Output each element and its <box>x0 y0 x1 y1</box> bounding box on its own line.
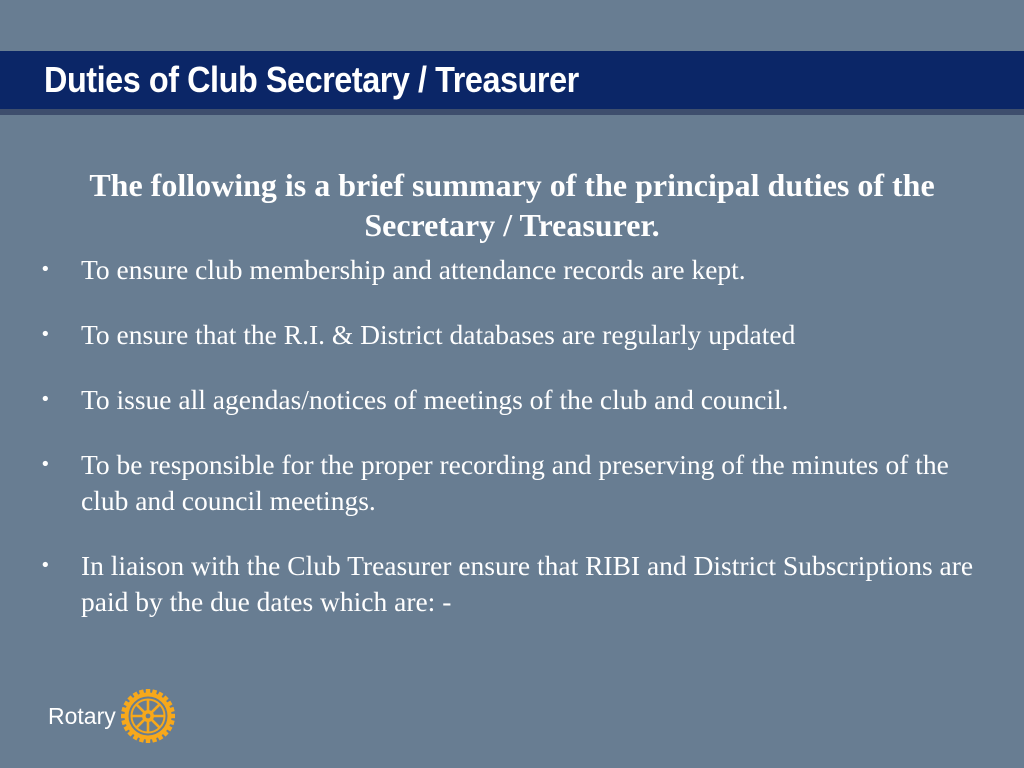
bullet-item <box>38 252 998 288</box>
bullet-dot: • <box>40 555 51 576</box>
bullet-item <box>38 317 998 353</box>
bullet-text: To ensure club membership and attendance records are kept. <box>81 254 746 285</box>
rotary-logo <box>48 688 176 744</box>
bullet-text: In liaison with the Club Treasurer ensure that RIBI and District Subscriptions are paid by the due dates which are: - <box>81 550 974 617</box>
bullet-item <box>38 382 998 418</box>
slide-title: Duties of Club Secretary / Treasurer <box>44 59 579 100</box>
bullet-text: To ensure that the R.I. & District databases are regularly updated <box>81 319 796 350</box>
bullet-item <box>38 548 998 620</box>
intro-text: The following is a brief summary of the principal duties of the Secretary / Treasurer. <box>89 167 935 243</box>
bullet-text: To issue all agendas/notices of meetings of the club and council. <box>81 384 789 415</box>
bullet-item <box>38 447 998 519</box>
title-bar <box>0 51 1024 115</box>
logo-text: Rotary <box>48 703 116 729</box>
bullet-dot: • <box>40 454 51 475</box>
bullet-dot: • <box>40 389 51 410</box>
bullet-dot: • <box>40 259 51 280</box>
rotary-wheel-icon <box>120 688 176 744</box>
bullet-list <box>38 252 998 649</box>
bullet-dot: • <box>40 324 51 345</box>
bullet-text: To be responsible for the proper recording and preserving of the minutes of the club and council meetings. <box>81 449 949 516</box>
